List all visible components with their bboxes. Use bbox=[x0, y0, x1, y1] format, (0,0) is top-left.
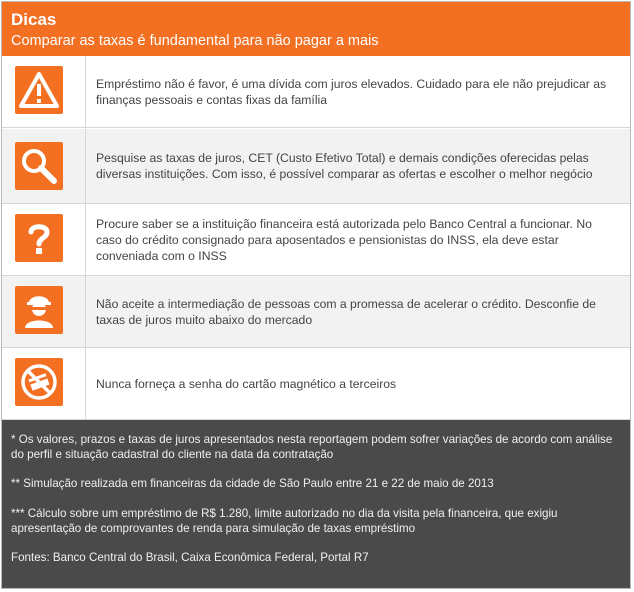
footnote-2: ** Simulação realizada em financeiras da cidade de São Paulo entre 21 e 22 de maio de 2013 bbox=[11, 477, 494, 490]
icon-cell bbox=[2, 204, 86, 275]
subtitle: Comparar as taxas é fundamental para não pagar a mais bbox=[11, 33, 379, 49]
sources: Fontes: Banco Central do Brasil, Caixa Econômica Federal, Portal R7 bbox=[11, 551, 369, 564]
icon-cell bbox=[2, 276, 86, 347]
tip-text: Procure saber se a instituição financeira está autorizada pelo Banco Central a funcionar. No caso do crédito consignado para aposentados e pensionistas do INSS, ela deve estar conveniada com o INSS bbox=[96, 216, 592, 263]
question-icon bbox=[15, 214, 63, 262]
no-card-icon bbox=[15, 358, 63, 406]
icon-cell bbox=[2, 129, 86, 203]
tip-text: Não aceite a intermediação de pessoas com a promessa de acelerar o crédito. Desconfie de taxas de juros muito abaixo do mercado bbox=[96, 296, 596, 327]
header bbox=[2, 2, 630, 56]
tip-row-warning bbox=[2, 56, 630, 128]
footer-notes bbox=[2, 420, 630, 588]
magnifier-icon bbox=[15, 142, 63, 190]
tip-row-question bbox=[2, 204, 630, 276]
thief-icon bbox=[15, 286, 63, 334]
tip-row-card bbox=[2, 348, 630, 420]
tips-box bbox=[1, 1, 631, 589]
tip-text: Empréstimo não é favor, é uma dívida com juros elevados. Cuidado para ele não prejudicar as finanças pessoais e contas fixas da família bbox=[96, 76, 607, 107]
title: Dicas bbox=[11, 10, 57, 29]
footnote-1: * Os valores, prazos e taxas de juros apresentados nesta reportagem podem sofrer variações de acordo com análise do perfil e situação cadastral do cliente na data da contratação bbox=[11, 433, 613, 461]
warning-icon bbox=[15, 66, 63, 114]
icon-cell bbox=[2, 348, 86, 419]
tip-text: Nunca forneça a senha do cartão magnético a terceiros bbox=[96, 376, 397, 391]
tip-text: Pesquise as taxas de juros, CET (Custo Efetivo Total) e demais condições oferecidas pelas diversas instituições. Com isso, é possível comparar as ofertas e escolher o melhor negócio bbox=[96, 151, 593, 181]
tip-row-intermediary bbox=[2, 276, 630, 348]
tip-row-search bbox=[2, 129, 630, 204]
footnote-3: *** Cálculo sobre um empréstimo de R$ 1.280, limite autorizado no dia da visita pela financeira, que exigiu apresentação de comprovantes de renda para simulação de taxas empréstimo bbox=[11, 507, 558, 535]
icon-cell bbox=[2, 56, 86, 127]
